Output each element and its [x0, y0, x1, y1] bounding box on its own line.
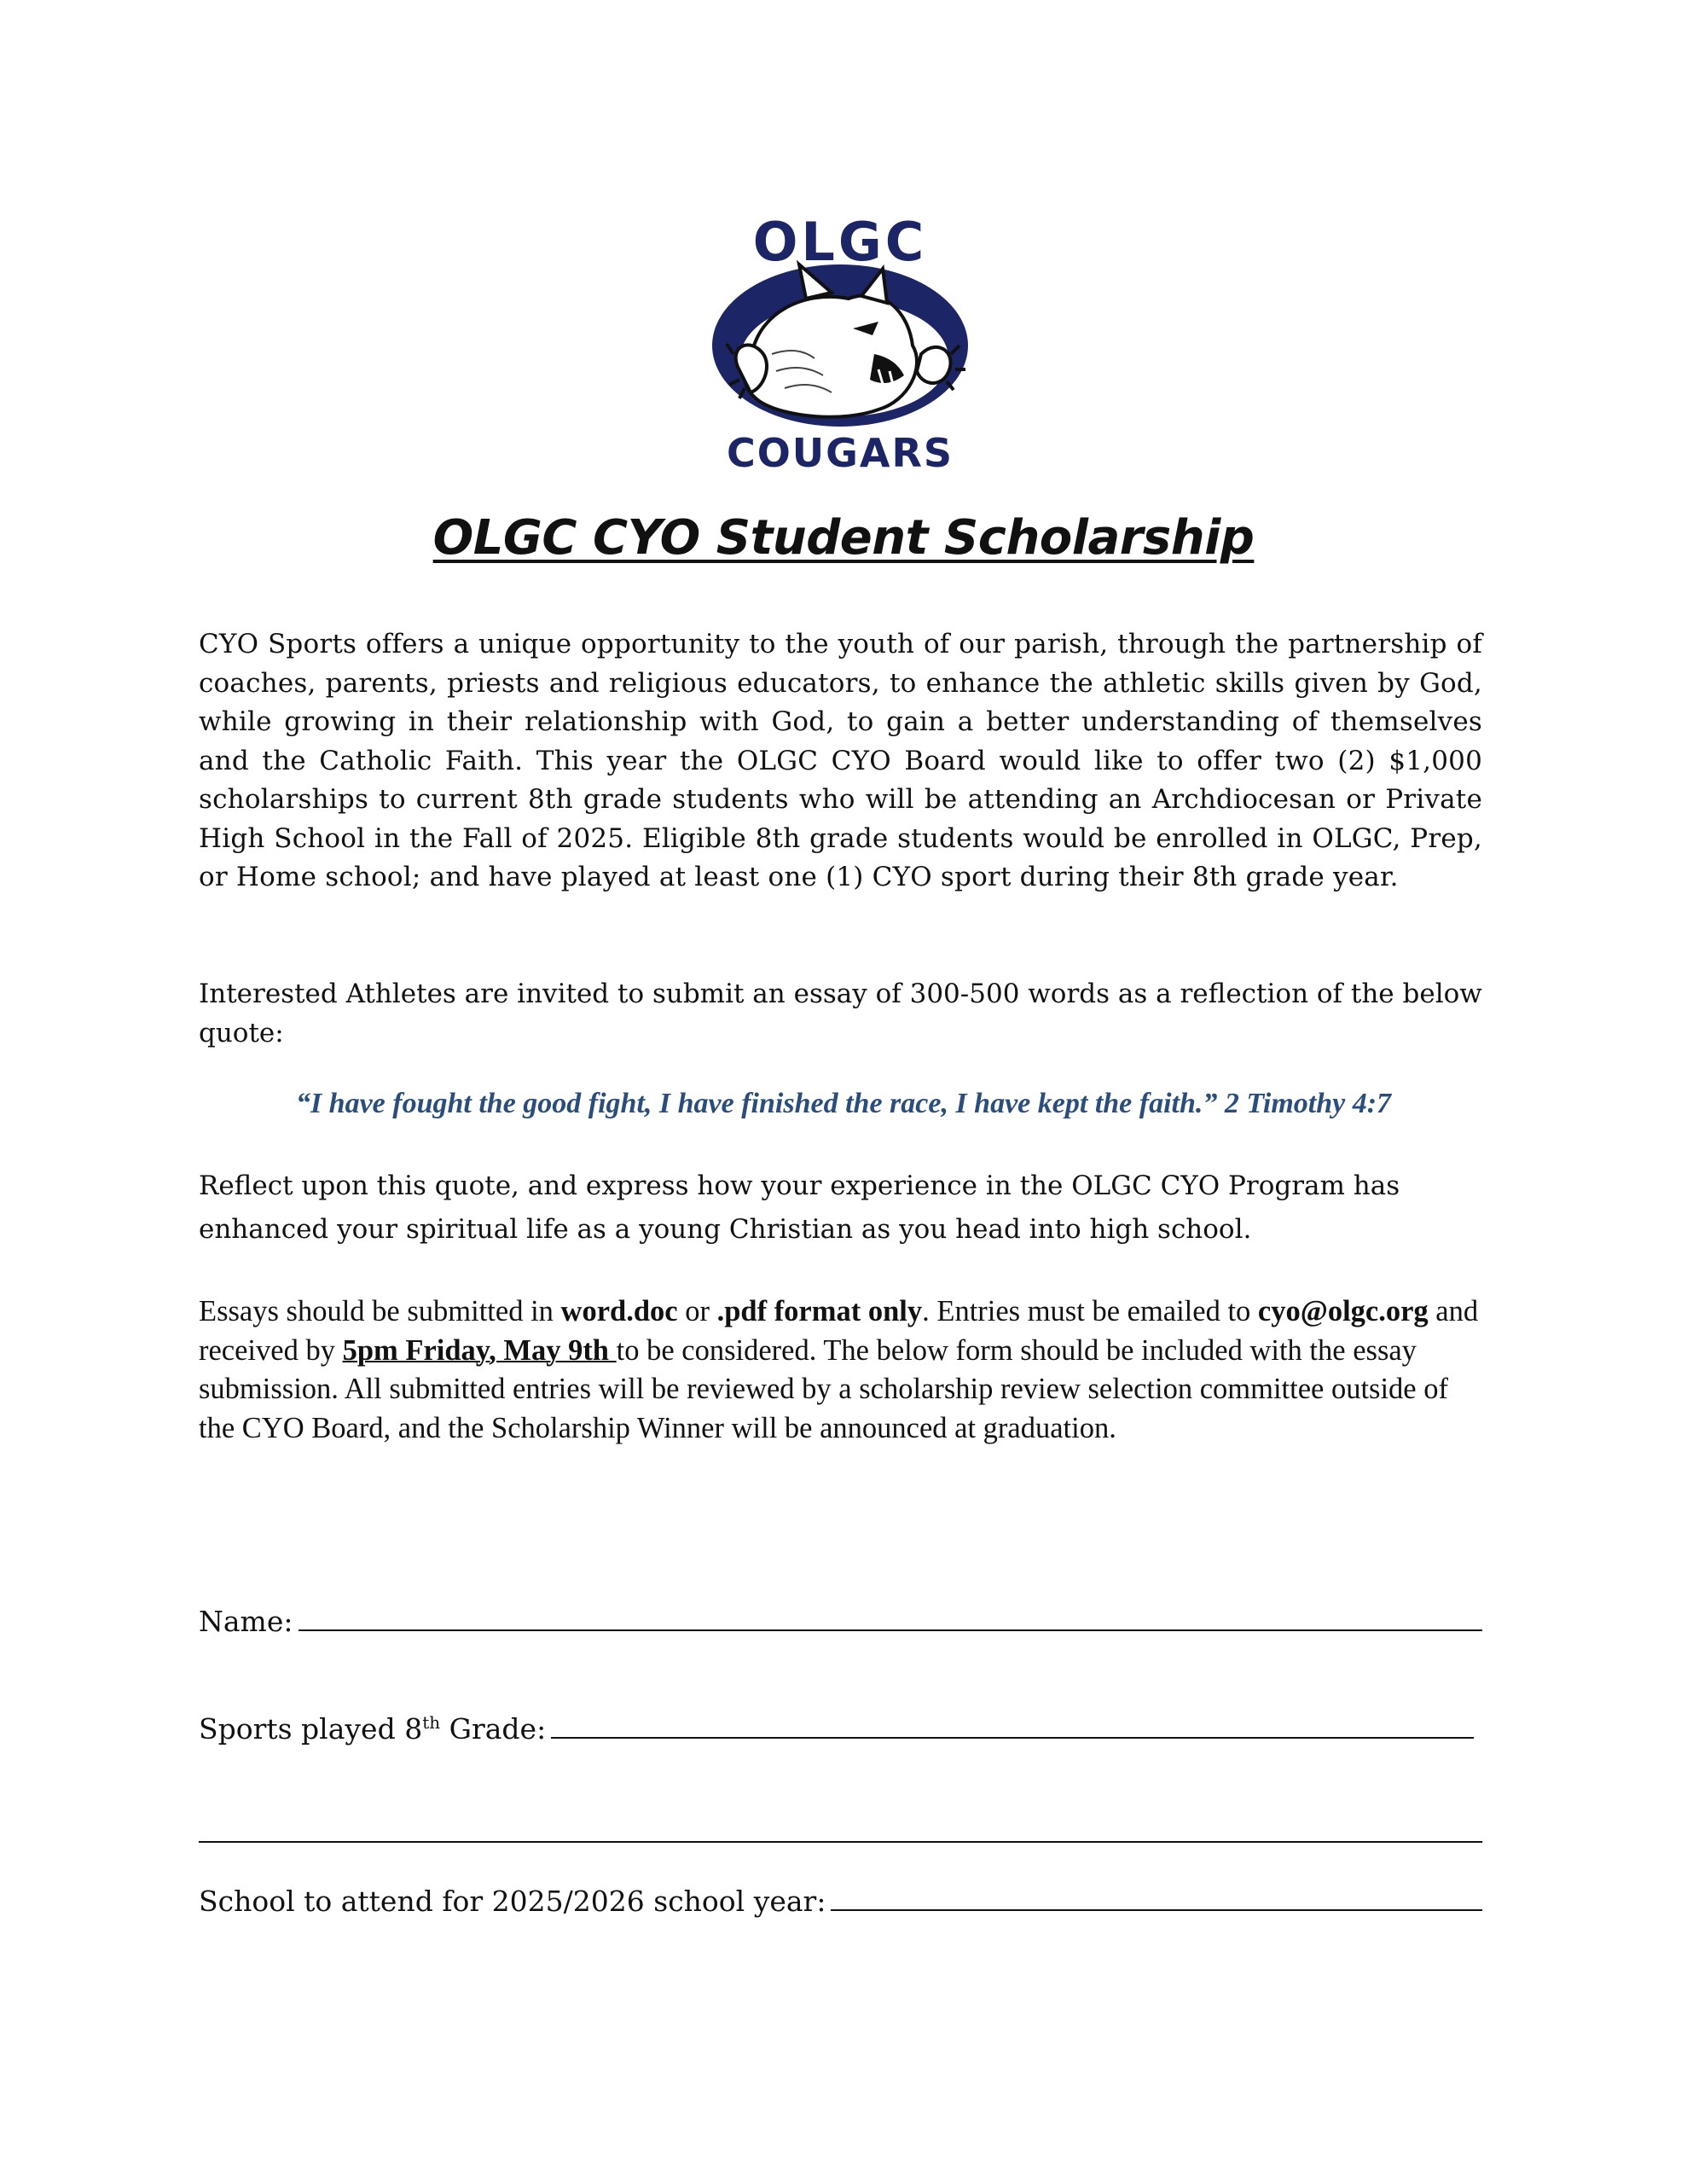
sports-continuation-line[interactable]	[199, 1840, 1482, 1843]
olgc-cougars-logo	[704, 218, 977, 473]
essays-text-5: to be considered. The below form should be included with the essay submission. All submitted entries will be reviewed by a scholarship review selection committee outside of the CYO Board, and the Scholarship Winner will be announced at graduation.	[199, 1333, 1448, 1444]
sports-label-pre: Sports played 8	[199, 1712, 423, 1745]
name-input-line[interactable]	[299, 1629, 1483, 1631]
submission-email: cyo@olgc.org	[1257, 1295, 1429, 1327]
sports-field[interactable]	[199, 1705, 1474, 1745]
essays-text-4: and received by	[199, 1295, 1479, 1367]
essays-text-1: Essays should be submitted in	[199, 1295, 561, 1327]
sports-label-post: Grade:	[440, 1712, 547, 1745]
sports-label	[199, 1712, 551, 1745]
school-label: School to attend for 2025/2026 school year:	[199, 1885, 826, 1918]
name-field[interactable]	[199, 1597, 1482, 1638]
sports-continuation-field[interactable]	[199, 1809, 1482, 1850]
essays-text-3: . Entries must be emailed to	[922, 1295, 1258, 1327]
essays-text-2: or	[677, 1295, 717, 1327]
format-pdf: .pdf format only	[716, 1295, 923, 1327]
sports-input-line[interactable]	[551, 1736, 1474, 1739]
submission-deadline: 5pm Friday, May 9th	[342, 1333, 617, 1367]
school-field[interactable]	[199, 1877, 1482, 1918]
format-word-doc: word.doc	[560, 1295, 678, 1327]
logo-top-text: OLGC	[752, 218, 928, 273]
intro-paragraph: CYO Sports offers a unique opportunity to the youth of our parish, through the partnership of coaches, parents, priests and religious educators, to enhance the athletic skills given by God, while growing in their relationship with God, to gain a better understanding of themselves and the Catholic Faith. This year the OLGC CYO Board would like to offer two (2) $1,000 scholarships to current 8th grade students who will be attending an Archdiocesan or Private High School in the Fall of 2025. Eligible 8th grade students would be enrolled in OLGC, Prep, or Home school; and have played at least one (1) CYO sport during their 8th grade year.	[199, 629, 1482, 892]
scripture-quote: “I have fought the good fight, I have finished the race, I have kept the faith.” 2 Timothy 4:7	[295, 1088, 1392, 1119]
logo-bottom-text: COUGARS	[726, 430, 954, 473]
reflect-paragraph: Reflect upon this quote, and express how your experience in the OLGC CYO Program has enhanced your spiritual life as a young Christian as you head into high school.	[199, 1170, 1400, 1245]
submission-instructions	[199, 1292, 1482, 1448]
sports-label-sup: th	[422, 1712, 441, 1733]
school-input-line[interactable]	[831, 1908, 1482, 1911]
page-title: OLGC CYO Student Scholarship	[432, 510, 1255, 566]
invite-paragraph: Interested Athletes are invited to submit an essay of 300-500 words as a reflection of the below quote:	[199, 979, 1482, 1048]
name-label: Name:	[199, 1605, 293, 1638]
